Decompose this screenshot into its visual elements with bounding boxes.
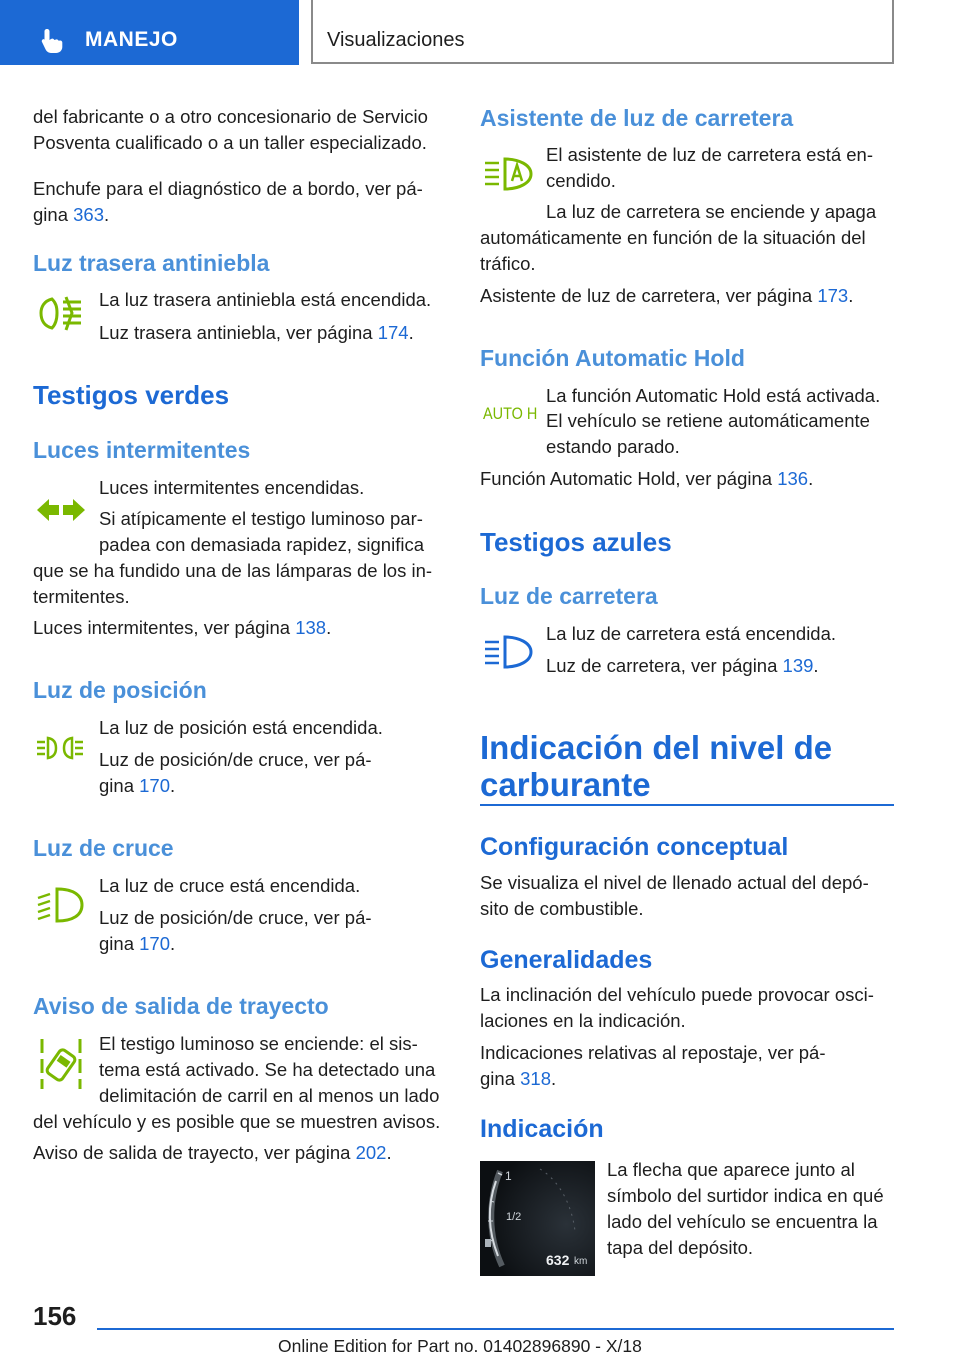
paragraph: La luz trasera antiniebla está encendida.: [99, 289, 432, 310]
paragraph: Indicaciones relativas al repostaje, ver pá-: [480, 1042, 826, 1063]
paragraph: El testigo luminoso se enciende: el sis-: [99, 1033, 418, 1054]
title-rule: [480, 804, 894, 806]
paragraph: termitentes.: [33, 586, 130, 607]
paragraph: Función Automatic Hold, ver página 136.: [480, 468, 814, 489]
page-link[interactable]: 136: [777, 468, 809, 489]
page-link[interactable]: 138: [295, 617, 327, 638]
paragraph: Aviso de salida de trayecto, ver página 202.: [33, 1142, 392, 1163]
section-title: Testigos verdes: [33, 380, 230, 410]
paragraph: La inclinación del vehículo puede provocar osci-: [480, 984, 874, 1005]
section-heading: Luz de cruce: [33, 835, 174, 861]
section-heading: Luz trasera antiniebla: [33, 250, 270, 276]
paragraph: padea con demasiada rapidez, significa: [99, 534, 424, 555]
paragraph: Luz trasera antiniebla, ver página 174.: [99, 322, 414, 343]
position-light-icon: [35, 734, 85, 764]
paragraph: La luz de carretera está encendida.: [546, 623, 837, 644]
paragraph: La luz de posición está encendida.: [99, 717, 383, 738]
paragraph: tema está activado. Se ha detectado una: [99, 1059, 436, 1080]
footer-edition: Online Edition for Part no. 01402896890 - X/18: [278, 1336, 642, 1356]
paragraph: La función Automatic Hold está activada.: [546, 385, 881, 406]
paragraph: El vehículo se retiene automáticamente: [546, 410, 870, 431]
section-title: Generalidades: [480, 946, 653, 974]
paragraph: El asistente de luz de carretera está en-: [546, 144, 874, 165]
paragraph: Luz de posición/de cruce, ver pá-: [99, 749, 372, 770]
section-label: MANEJO: [85, 28, 178, 51]
paragraph: Luz de carretera, ver página 139.: [546, 655, 819, 676]
gauge-full-mark: 1: [505, 1169, 512, 1183]
paragraph: Si atípicamente el testigo luminoso par-: [99, 508, 423, 529]
hand-pointer-icon: [38, 27, 66, 55]
section-heading: Luces intermitentes: [33, 437, 251, 463]
fuel-gauge-image: [480, 1161, 595, 1276]
paragraph: tapa del depósito.: [607, 1237, 754, 1258]
high-beam-icon: [482, 632, 534, 674]
section-heading: Luz de posición: [33, 677, 207, 703]
gauge-unit: km: [574, 1256, 588, 1267]
section-heading: Aviso de salida de trayecto: [33, 993, 329, 1019]
gauge-range: 632: [546, 1252, 570, 1268]
paragraph: estando parado.: [546, 436, 680, 457]
paragraph: Asistente de luz de carretera, ver página 173.: [480, 285, 854, 306]
lane-departure-icon: [38, 1035, 84, 1091]
low-beam-icon: [35, 886, 85, 926]
paragraph: que se ha fundido una de las lámparas de los in-: [33, 560, 433, 581]
section-tab[interactable]: [0, 0, 299, 65]
paragraph: gina 363.: [33, 204, 110, 225]
gauge-half-mark: 1/2: [506, 1211, 522, 1223]
paragraph: delimitación de carril en al menos un lado: [99, 1085, 440, 1106]
page-link[interactable]: 202: [355, 1142, 387, 1163]
page-link[interactable]: 139: [782, 655, 814, 676]
paragraph: Luz de posición/de cruce, ver pá-: [99, 907, 372, 928]
paragraph: Se visualiza el nivel de llenado actual del depó-: [480, 872, 869, 893]
paragraph: gina 318.: [480, 1068, 557, 1089]
page-link[interactable]: 170: [139, 933, 170, 954]
paragraph: sito de combustible.: [480, 898, 644, 919]
footer-rule: [97, 1328, 894, 1330]
page-link[interactable]: 173: [817, 285, 849, 306]
paragraph: automáticamente en función de la situación del: [480, 227, 866, 248]
paragraph: laciones en la indicación.: [480, 1010, 686, 1031]
high-beam-assistant-icon: [482, 153, 534, 195]
paragraph: símbolo del surtidor indica en qué: [607, 1185, 884, 1206]
section-title: Testigos azules: [480, 527, 672, 557]
paragraph: gina 170.: [99, 775, 176, 796]
paragraph: del vehículo y es posible que se muestren avisos.: [33, 1111, 441, 1132]
chapter-title: Indicación del nivel de carburante: [480, 729, 833, 803]
auto-hold-icon: AUTO H: [483, 404, 538, 423]
page-number: 156: [33, 1301, 77, 1331]
paragraph: La luz de cruce está encendida.: [99, 875, 361, 896]
paragraph: La luz de carretera se enciende y apaga: [546, 201, 877, 222]
turn-signal-icon: [35, 496, 87, 524]
paragraph: del fabricante o a otro concesionario de Servicio: [33, 106, 428, 127]
section-heading: Asistente de luz de carretera: [480, 105, 794, 131]
paragraph: Enchufe para el diagnóstico de a bordo, ver pá-: [33, 178, 423, 199]
section-heading: Luz de carretera: [480, 583, 658, 609]
paragraph: Luces intermitentes, ver página 138.: [33, 617, 332, 638]
page-link[interactable]: 363: [73, 204, 104, 225]
paragraph: La flecha que aparece junto al: [607, 1159, 855, 1180]
page-link[interactable]: 170: [139, 775, 170, 796]
section-title: Indicación: [480, 1115, 604, 1143]
page-link[interactable]: 174: [377, 322, 409, 343]
paragraph: gina 170.: [99, 933, 176, 954]
rear-fog-light-icon: [38, 294, 84, 334]
paragraph: Posventa cualificado o a un taller especializado.: [33, 132, 427, 153]
chapter-header: [311, 0, 894, 64]
page-link[interactable]: 318: [520, 1068, 551, 1089]
section-heading: Función Automatic Hold: [480, 345, 745, 371]
paragraph: tráfico.: [480, 253, 536, 274]
paragraph: Luces intermitentes encendidas.: [99, 477, 365, 498]
section-title: Configuración conceptual: [480, 833, 789, 861]
paragraph: lado del vehículo se encuentra la: [607, 1211, 878, 1232]
paragraph: cendido.: [546, 170, 616, 191]
chapter-label: Visualizaciones: [327, 29, 465, 51]
